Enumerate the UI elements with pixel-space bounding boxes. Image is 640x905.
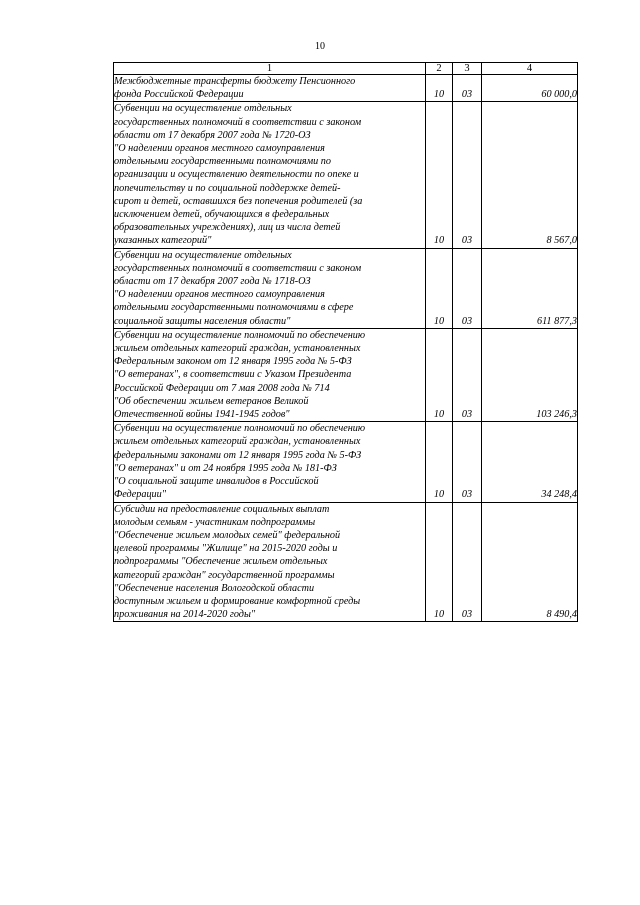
description-line: целевой программы "Жилище" на 2015-2020 годы и (114, 543, 338, 555)
amount-cell: 611 877,3 (482, 248, 578, 328)
row-description (114, 248, 426, 328)
subsection-code: 03 (453, 248, 482, 328)
description-line: указанных категорий" (114, 235, 212, 247)
description-line: "О наделении органов местного самоуправления (114, 289, 325, 301)
description-line: организации и осуществлению деятельности по опеке и (114, 169, 359, 181)
description-line: Субвенции на осуществление полномочий по обеспечению (114, 423, 366, 435)
row-description (114, 75, 426, 102)
section-code: 10 (426, 328, 453, 421)
subsection-code: 03 (453, 328, 482, 421)
row-description (114, 328, 426, 421)
description-line: Федерации" (114, 489, 167, 501)
section-code: 10 (426, 248, 453, 328)
description-line: образовательных учреждениях), лиц из числа детей (114, 222, 341, 234)
description-line: "Обеспечение населения Вологодской области (114, 582, 315, 594)
description-line: "О ветеранах", в соответствии с Указом Президента (114, 369, 352, 381)
amount-cell: 60 000,0 (482, 75, 578, 102)
description-line: области от 17 декабря 2007 года № 1718-ОЗ (114, 276, 311, 288)
table-row (114, 248, 578, 328)
description-line: "О наделении органов местного самоуправления (114, 143, 325, 155)
description-line: "О ветеранах" и от 24 ноября 1995 года № 181-ФЗ (114, 462, 337, 474)
section-code: 10 (426, 502, 453, 622)
description-line: Субвенции на осуществление полномочий по обеспечению (114, 329, 366, 341)
section-code: 10 (426, 75, 453, 102)
description-line: проживания на 2014-2020 годы" (114, 609, 256, 621)
description-line: Субвенции на осуществление отдельных (114, 249, 292, 261)
table-row (114, 75, 578, 102)
description-line: фонда Российской Федерации (114, 89, 244, 101)
subsection-code: 03 (453, 502, 482, 622)
row-description (114, 502, 426, 622)
amount-cell: 8 490,4 (482, 502, 578, 622)
description-line: государственных полномочий в соответствии с законом (114, 262, 362, 274)
section-code: 10 (426, 422, 453, 502)
description-line: сирот и детей, оставшихся без попечения родителей (за (114, 195, 363, 207)
description-line: "Об обеспечении жильем ветеранов Великой (114, 395, 309, 407)
description-line: Российской Федерации от 7 мая 2008 года № 714 (114, 382, 330, 394)
description-line: категорий граждан" государственной программы (114, 569, 335, 581)
description-line: "Обеспечение жильем молодых семей" федеральной (114, 529, 341, 541)
description-line: молодым семьям - участникам подпрограммы (114, 516, 316, 528)
amount-cell: 8 567,0 (482, 102, 578, 248)
description-line: подпрограммы "Обеспечение жильем отдельных (114, 556, 328, 568)
section-code: 10 (426, 102, 453, 248)
description-line: Федеральным законом от 12 января 1995 года № 5-ФЗ (114, 356, 352, 368)
column-header: 4 (482, 63, 578, 75)
table-row (114, 328, 578, 421)
table-row (114, 422, 578, 502)
description-line: исключением детей, обучающихся в федеральных (114, 209, 330, 221)
table-row (114, 502, 578, 622)
subsection-code: 03 (453, 75, 482, 102)
description-line: социальной защиты населения области" (114, 315, 291, 327)
description-line: Отечественной войны 1941-1945 годов" (114, 409, 290, 421)
column-header: 2 (426, 63, 453, 75)
amount-cell: 103 246,3 (482, 328, 578, 421)
description-line: жильем отдельных категорий граждан, установленных (114, 436, 361, 448)
description-line: попечительству и по социальной поддержке детей- (114, 182, 341, 194)
subsection-code: 03 (453, 102, 482, 248)
description-line: отдельными государственными полномочиями в сфере (114, 302, 354, 314)
column-header: 1 (114, 63, 426, 75)
row-description (114, 422, 426, 502)
description-line: Межбюджетные трансферты бюджету Пенсионного (114, 76, 356, 87)
description-line: государственных полномочий в соответствии с законом (114, 116, 362, 128)
page-number: 10 (315, 41, 325, 52)
budget-table (113, 62, 578, 622)
description-line: области от 17 декабря 2007 года № 1720-ОЗ (114, 129, 311, 141)
description-line: отдельными государственными полномочиями по (114, 156, 331, 168)
description-line: федеральными законами от 12 января 1995 года № 5-ФЗ (114, 449, 362, 461)
table-row (114, 102, 578, 248)
description-line: Субсидии на предоставление социальных выплат (114, 503, 330, 515)
column-header: 3 (453, 63, 482, 75)
row-description (114, 102, 426, 248)
description-line: Субвенции на осуществление отдельных (114, 103, 292, 115)
description-line: "О социальной защите инвалидов в Российской (114, 476, 319, 488)
description-line: доступным жильем и формирование комфортной среды (114, 595, 361, 607)
table-header-row (114, 63, 578, 75)
subsection-code: 03 (453, 422, 482, 502)
description-line: жильем отдельных категорий граждан, установленных (114, 343, 361, 355)
amount-cell: 34 248,4 (482, 422, 578, 502)
